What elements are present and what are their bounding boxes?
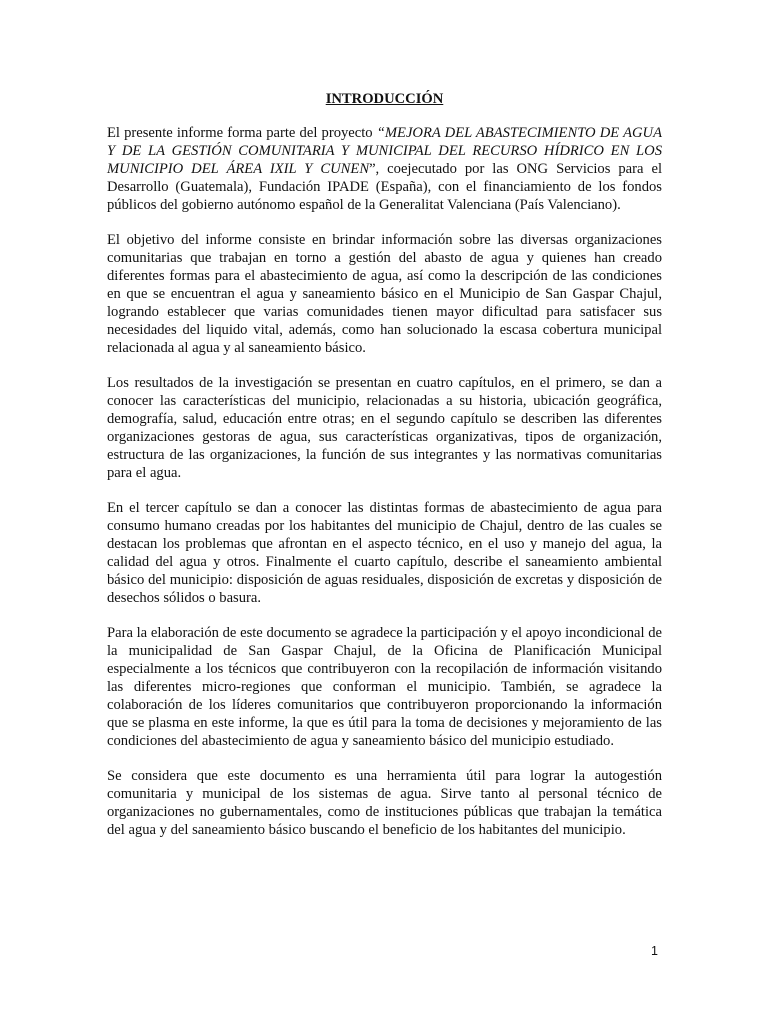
page-number: 1 bbox=[651, 944, 658, 958]
paragraph-project bbox=[107, 125, 662, 215]
paragraph-acknowledgements: Para la elaboración de este documento se agradece la participación y el apoyo incondicional de la municipalidad de San Gaspar Chajul, de la Oficina de Planificación Municipal especialmente a los técnicos que contribuyeron con la recopilación de información visitando las diferentes micro-regiones que conforman el municipio. También, se agradece la colaboración de los líderes comunitarios que contribuyeron proporcionando la información que se plasma en este informe, la que es útil para la toma de decisiones y mejoramiento de las condiciones del abastecimiento de agua y saneamiento básico del municipio estudiado. bbox=[107, 625, 662, 749]
paragraph-third-chapter: En el tercer capítulo se dan a conocer las distintas formas de abastecimiento de agua para consumo humano creadas por los habitantes del municipio de Chajul, dentro de las cuales se destacan los problemas que afrontan en el aspecto técnico, en el uso y manejo del agua, la calidad del agua y otros. Finalmente el cuarto capítulo, describe el saneamiento ambiental básico del municipio: disposición de aguas residuales, disposición de excretas y disposición de desechos sólidos o basura. bbox=[107, 500, 662, 606]
paragraph-project-details: ”, coejecutado por las ONG Servicios para el Desarrollo (Guatemala), Fundación IPADE (España), con el financiamiento de los fondos públicos del gobierno autónomo español de la Generalitat Valenciana (País Valenciano). bbox=[107, 160, 662, 213]
paragraph-project-intro: El presente informe forma parte del proyecto bbox=[107, 125, 377, 141]
paragraph-conclusion: Se considera que este documento es una herramienta útil para lograr la autogestión comunitaria y municipal de los sistemas de agua. Sirve tanto al personal técnico de organizaciones no gubernamentales, como de instituciones públicas que trabajan la temática del agua y del saneamiento básico buscando el beneficio de los habitantes del municipio. bbox=[107, 768, 662, 838]
document-page bbox=[107, 90, 662, 857]
project-name: “MEJORA DEL ABASTECIMIENTO DE AGUA Y DE LA GESTIÓN COMUNITARIA Y MUNICIPAL DEL RECURSO HÍDRICO EN LOS MUNICIPIO DEL ÁREA IXIL Y CUNEN bbox=[107, 125, 662, 177]
paragraph-results: Los resultados de la investigación se presentan en cuatro capítulos, en el primero, se dan a conocer las características del municipio, relacionadas a su historia, ubicación geográfica, demografía, salud, educación entre otras; en el segundo capítulo se describen las diferentes organizaciones gestoras de agua, sus características organizativas, tipos de organización, estructura de las organizaciones, la función de sus integrantes y las normativas comunitarias para el agua. bbox=[107, 375, 662, 481]
paragraph-objective: El objetivo del informe consiste en brindar información sobre las diversas organizaciones comunitarias que trabajan en torno a gestión del abasto de agua y quienes han creado diferentes formas para el abastecimiento de agua, así como la descripción de las condiciones en que se encuentran el agua y saneamiento básico en el Municipio de San Gaspar Chajul, logrando establecer que varias comunidades tienen mayor dificultad para satisfacer sus necesidades del liquido vital, además, como han solucionado la escasa cobertura municipal relacionada al agua y al saneamiento básico. bbox=[107, 232, 662, 356]
page-title: INTRODUCCIÓN bbox=[325, 91, 444, 107]
